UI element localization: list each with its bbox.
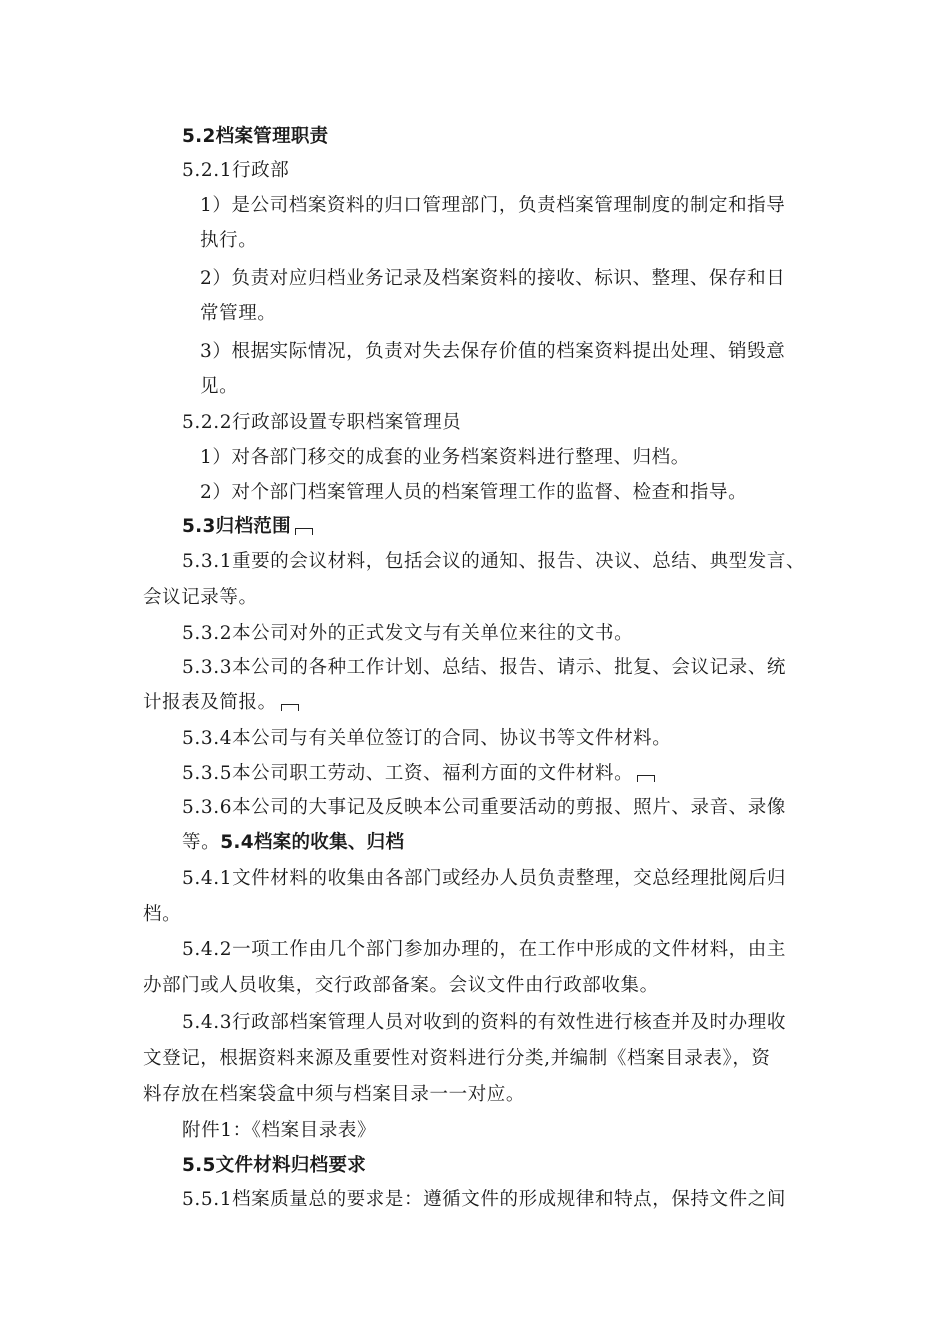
paragraph-line: 档。 (143, 904, 182, 925)
paragraph-line: 会议记录等。 (143, 587, 258, 608)
paragraph-line: 料存放在档案袋盒中须与档案目录一一对应。 (143, 1084, 526, 1105)
paragraph-line (182, 761, 655, 787)
heading-text: 5.3归档范围 (182, 516, 291, 537)
section-heading-5-3 (182, 514, 313, 540)
paragraph-line: 见。 (200, 376, 239, 397)
paragraph-line: 1）是公司档案资料的归口管理部门，负责档案管理制度的制定和指导 (200, 195, 786, 216)
paragraph-line: 文登记，根据资料来源及重要性对资料进行分类,并编制《档案目录表》，资 (143, 1048, 771, 1069)
paragraph-line: 2）负责对应归档业务记录及档案资料的接收、标识、整理、保存和日 (200, 268, 786, 289)
paragraph-line: 2）对个部门档案管理人员的档案管理工作的监督、检查和指导。 (200, 482, 748, 503)
line-text: 计报表及简报。 (143, 692, 277, 713)
paragraph-line: 5.4.1文件材料的收集由各部门或经办人员负责整理，交总经理批阅后归 (182, 868, 786, 889)
paragraph-line: 5.3.4本公司与有关单位签订的合同、协议书等文件材料。 (182, 728, 672, 749)
paragraph-line: 1）对各部门移交的成套的业务档案资料进行整理、归档。 (200, 447, 690, 468)
section-heading-5-4: 5.4档案的收集、归档 (220, 832, 405, 853)
paragraph-line: 5.3.2本公司对外的正式发文与有关单位来往的文书。 (182, 623, 634, 644)
paragraph-line: 5.3.3本公司的各种工作计划、总结、报告、请示、批复、会议记录、统 (182, 657, 786, 678)
paragraph-line: 5.3.1重要的会议材料，包括会议的通知、报告、决议、总结、典型发言、 (182, 551, 806, 572)
paragraph-line (182, 830, 404, 856)
section-heading-5-5: 5.5文件材料归档要求 (182, 1155, 367, 1176)
paragraph-line: 5.4.2一项工作由几个部门参加办理的，在工作中形成的文件材料，由主 (182, 939, 786, 960)
paragraph-line: 5.4.3行政部档案管理人员对收到的资料的有效性进行核查并及时办理收 (182, 1012, 786, 1033)
subsection-title-5-2-2: 5.2.2行政部设置专职档案管理员 (182, 412, 462, 433)
section-heading-5-2: 5.2档案管理职责 (182, 126, 329, 147)
edit-mark-icon (295, 528, 313, 535)
edit-mark-icon (281, 704, 299, 711)
paragraph-line: 办部门或人员收集，交行政部备案。会议文件由行政部收集。 (143, 975, 659, 996)
paragraph-line: 常管理。 (200, 303, 277, 324)
line-text: 5.3.5本公司职工劳动、工资、福利方面的文件材料。 (182, 763, 634, 784)
paragraph-line (143, 690, 299, 716)
attachment-note: 附件1：《档案目录表》 (182, 1120, 377, 1141)
paragraph-line: 5.3.6本公司的大事记及反映本公司重要活动的剪报、照片、录音、录像 (182, 797, 786, 818)
paragraph-line: 3）根据实际情况，负责对失去保存价值的档案资料提出处理、销毁意 (200, 341, 786, 362)
subsection-title-5-2-1: 5.2.1行政部 (182, 160, 290, 181)
edit-mark-icon (637, 775, 655, 782)
paragraph-line: 执行。 (200, 230, 258, 251)
line-text: 等。 (182, 832, 221, 853)
paragraph-line: 5.5.1档案质量总的要求是：遵循文件的形成规律和特点，保持文件之间 (182, 1189, 786, 1210)
